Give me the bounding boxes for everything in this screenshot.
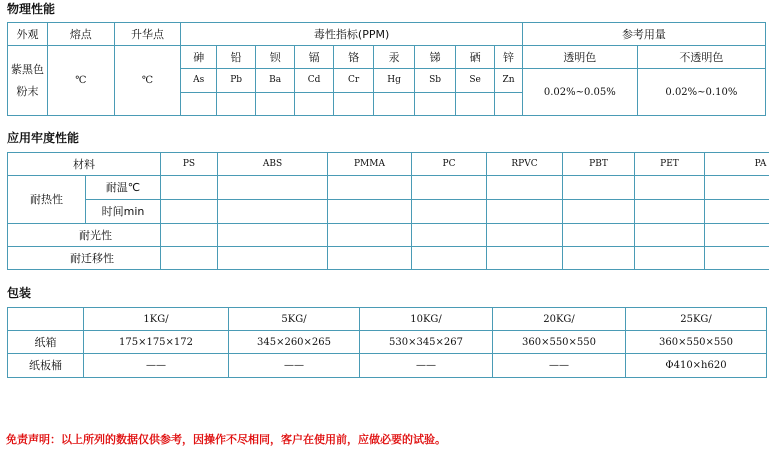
drum-value-5kg: —— [229,354,360,378]
application-table [7,152,769,270]
migration-pet [635,247,705,270]
heat-time-rpvc [487,200,563,224]
heat-time-abs [218,200,328,224]
heat-temp-abs [218,176,328,200]
weight-1kg: 1KG/ [84,308,229,331]
migration-pa [705,247,769,270]
weight-10kg: 10KG/ [360,308,493,331]
transparent-dosage-value: 0.02%~0.05% [522,69,637,116]
heat-time-label: 时间min [86,200,161,224]
light-pbt [563,224,635,247]
carton-label: 纸箱 [8,331,84,354]
element-sym-ba: Ba [256,69,295,93]
element-sym-cd: Cd [295,69,334,93]
drum-value-1kg: —— [84,354,229,378]
light-rpvc [487,224,563,247]
carton-size-1kg: 175×175×172 [84,331,229,354]
material-pbt: PBT [563,153,635,176]
heat-time-pbt [563,200,635,224]
appearance-header: 外观 [8,23,48,46]
element-sym-sb: Sb [415,69,456,93]
heat-temp-pmma [328,176,412,200]
heat-time-ps [161,200,218,224]
element-cn-pb: 铅 [217,46,256,69]
element-cn-as: 砷 [181,46,217,69]
opaque-header: 不透明色 [637,46,765,69]
heat-time-pmma [328,200,412,224]
melting-point-value: ℃ [47,46,114,116]
migration-resistance-label: 耐迁移性 [8,247,161,270]
weight-20kg: 20KG/ [493,308,626,331]
element-cn-zn: 锌 [495,46,523,69]
toxicity-value-ba [256,93,295,116]
melting-point-header: 熔点 [47,23,114,46]
toxicity-header: 毒性指标(PPM) [181,23,523,46]
migration-pbt [563,247,635,270]
heat-temp-label: 耐温℃ [86,176,161,200]
physical-table [7,22,766,116]
element-cn-ba: 钡 [256,46,295,69]
element-sym-as: As [181,69,217,93]
toxicity-value-hg [374,93,415,116]
element-cn-se: 硒 [456,46,495,69]
element-cn-sb: 锑 [415,46,456,69]
light-resistance-label: 耐光性 [8,224,161,247]
light-pmma [328,224,412,247]
carton-size-10kg: 530×345×267 [360,331,493,354]
reference-dosage-header: 参考用量 [522,23,765,46]
sublimation-point-value: ℃ [114,46,181,116]
heat-time-pc [412,200,487,224]
transparent-header: 透明色 [522,46,637,69]
sublimation-point-header: 升华点 [114,23,181,46]
appearance-line-2: 粉末 [16,84,39,98]
carton-size-5kg: 345×260×265 [229,331,360,354]
weight-25kg: 25KG/ [626,308,767,331]
migration-pc [412,247,487,270]
migration-abs [218,247,328,270]
toxicity-value-as [181,93,217,116]
toxicity-value-se [456,93,495,116]
heat-temp-rpvc [487,176,563,200]
carton-size-20kg: 360×550×550 [493,331,626,354]
element-sym-se: Se [456,69,495,93]
migration-ps [161,247,218,270]
heat-temp-pet [635,176,705,200]
toxicity-value-sb [415,93,456,116]
heat-temp-pa [705,176,769,200]
element-cn-hg: 汞 [374,46,415,69]
carton-size-25kg: 360×550×550 [626,331,767,354]
light-ps [161,224,218,247]
heat-time-pa [705,200,769,224]
toxicity-value-pb [217,93,256,116]
element-sym-cr: Cr [334,69,374,93]
element-sym-pb: Pb [217,69,256,93]
appearance-line-1: 紫黑色 [10,62,44,76]
drum-value-10kg: —— [360,354,493,378]
application-section-title: 应用牢度性能 [7,131,80,145]
migration-rpvc [487,247,563,270]
light-pa [705,224,769,247]
material-pet: PET [635,153,705,176]
toxicity-value-cr [334,93,374,116]
element-cn-cr: 铬 [334,46,374,69]
heat-temp-pc [412,176,487,200]
weight-5kg: 5KG/ [229,308,360,331]
packaging-corner-cell [8,308,84,331]
material-pa: PA [705,153,769,176]
material-header: 材料 [8,153,161,176]
heat-temp-ps [161,176,218,200]
element-cn-cd: 镉 [295,46,334,69]
material-pmma: PMMA [328,153,412,176]
toxicity-value-cd [295,93,334,116]
physical-section-title: 物理性能 [7,2,56,16]
element-sym-zn: Zn [495,69,523,93]
drum-label: 纸板桶 [8,354,84,378]
heat-time-pet [635,200,705,224]
packaging-table [7,307,767,378]
heat-resistance-label: 耐热性 [8,176,86,224]
packaging-section-title: 包装 [7,286,32,300]
material-pc: PC [412,153,487,176]
element-sym-hg: Hg [374,69,415,93]
appearance-value [8,46,48,116]
drum-value-20kg: —— [493,354,626,378]
toxicity-value-zn [495,93,523,116]
material-abs: ABS [218,153,328,176]
disclaimer-text: 免责声明：以上所列的数据仅供参考，因操作不尽相同，客户在使用前，应做必要的试验。 [6,433,446,446]
drum-value-25kg: Φ410×h620 [626,354,767,378]
material-ps: PS [161,153,218,176]
material-rpvc: RPVC [487,153,563,176]
light-abs [218,224,328,247]
opaque-dosage-value: 0.02%~0.10% [637,69,765,116]
light-pet [635,224,705,247]
light-pc [412,224,487,247]
heat-temp-pbt [563,176,635,200]
migration-pmma [328,247,412,270]
